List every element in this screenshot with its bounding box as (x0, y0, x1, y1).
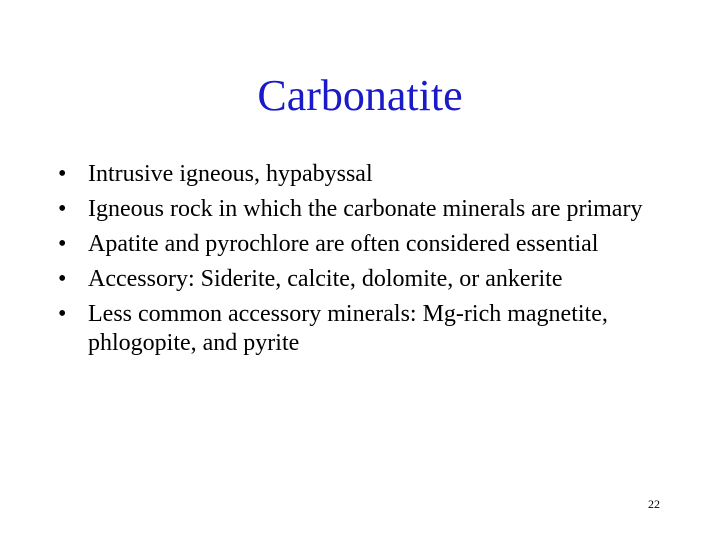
bullet-text: Less common accessory minerals: Mg-rich magnetite, phlogopite, and pyrite (88, 301, 608, 356)
bullet-dot-icon: • (58, 231, 67, 257)
bullet-item (58, 160, 678, 189)
bullet-dot-icon: • (58, 301, 67, 327)
bullet-dot-icon: • (58, 196, 67, 222)
slide-title: Carbonatite (257, 71, 463, 120)
bullet-item (58, 265, 678, 294)
bullet-list (58, 160, 678, 364)
bullet-text: Intrusive igneous, hypabyssal (88, 161, 373, 187)
bullet-text: Igneous rock in which the carbonate minerals are primary (88, 196, 643, 222)
bullet-text: Apatite and pyrochlore are often considered essential (88, 231, 599, 257)
page-number: 22 (648, 497, 660, 511)
bullet-item (58, 230, 678, 259)
bullet-dot-icon: • (58, 266, 67, 292)
bullet-item (58, 300, 678, 358)
bullet-item (58, 195, 678, 224)
bullet-text: Accessory: Siderite, calcite, dolomite, or ankerite (88, 266, 563, 292)
bullet-dot-icon: • (58, 161, 67, 187)
